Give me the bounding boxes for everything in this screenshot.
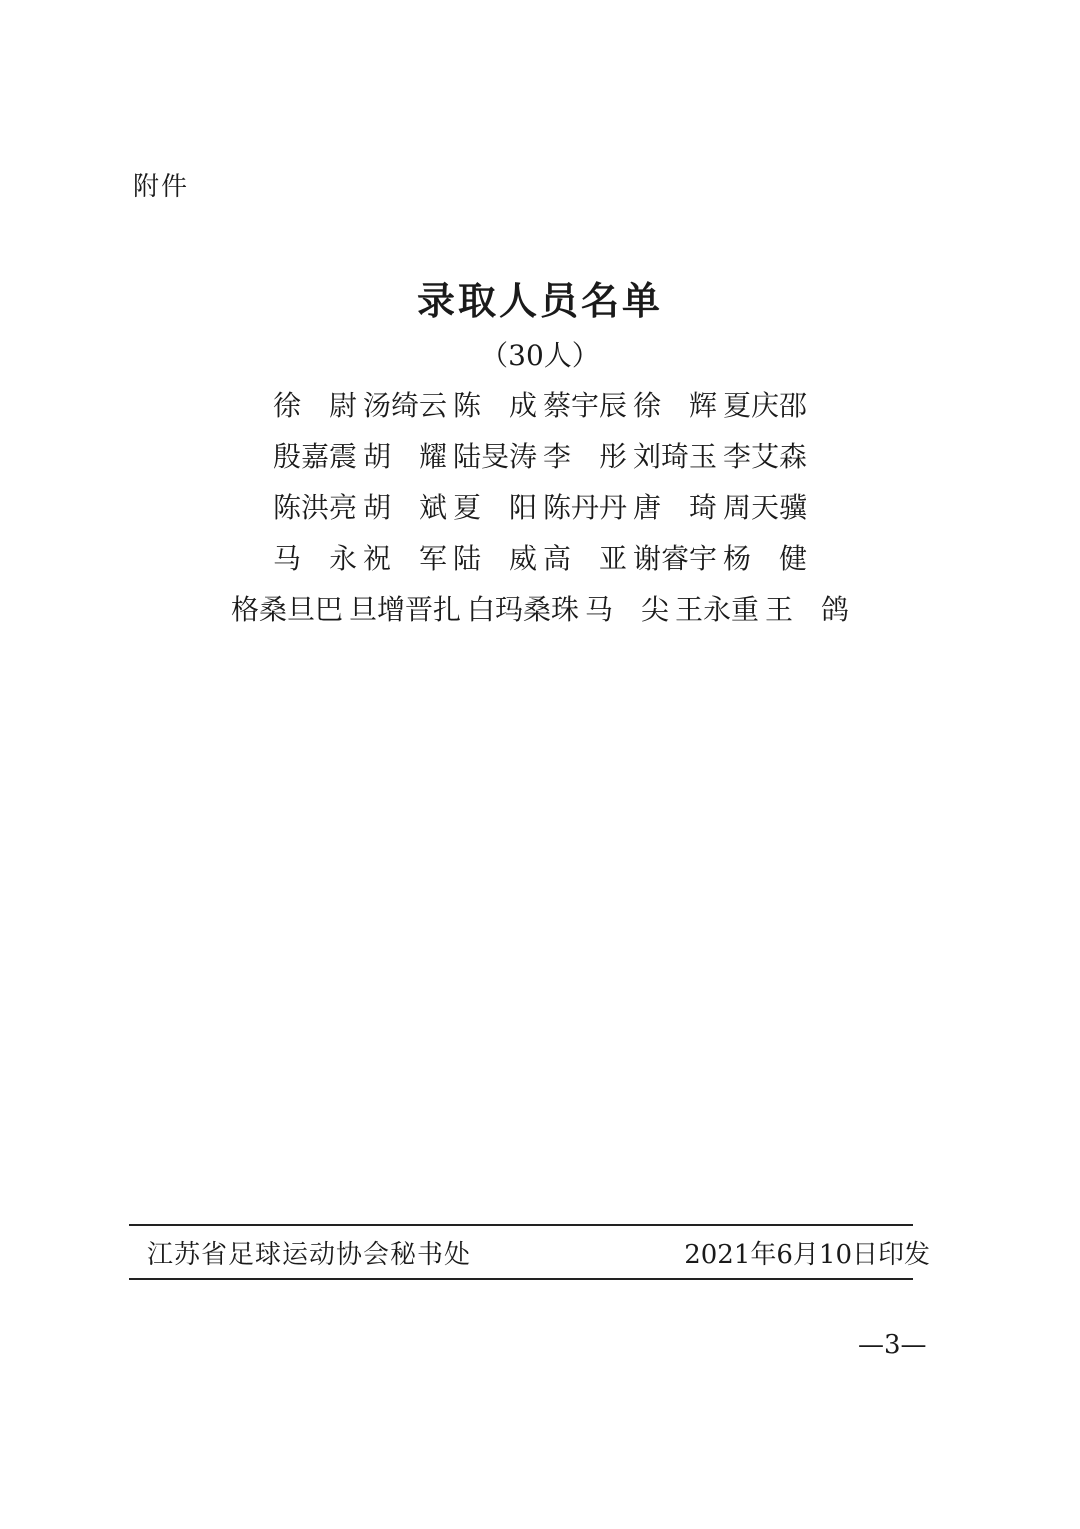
issuing-organization: 江苏省足球运动协会秘书处	[147, 1240, 472, 1270]
person-name: 谢睿宇	[633, 541, 718, 575]
person-name: 李艾森	[723, 439, 808, 473]
person-name: 旦增晋扎	[348, 592, 461, 626]
person-name: 汤绮云	[362, 388, 447, 422]
person-name: 陆 威	[452, 541, 537, 575]
person-name: 陈丹丹	[543, 490, 628, 524]
person-name: 祝 军	[362, 541, 447, 575]
name-row	[0, 429, 1080, 480]
person-name: 李 彤	[543, 439, 628, 473]
person-name: 陈洪亮	[272, 490, 357, 524]
person-name: 刘琦玉	[633, 439, 718, 473]
person-name: 徐 尉	[272, 388, 357, 422]
person-name: 蔡宇辰	[543, 388, 628, 422]
name-row	[0, 480, 1080, 531]
person-name: 格桑旦巴	[230, 592, 343, 626]
name-list	[0, 378, 1080, 633]
admitted-count: （30人）	[480, 339, 600, 372]
person-name: 马 尖	[585, 592, 670, 626]
person-name: 殷嘉震	[272, 439, 357, 473]
person-name: 高 亚	[543, 541, 628, 575]
person-name: 胡 耀	[362, 439, 447, 473]
person-name: 王 鸽	[765, 592, 850, 626]
attachment-label: 附件	[133, 172, 190, 202]
person-name: 周天骥	[723, 490, 808, 524]
person-name: 马 永	[272, 541, 357, 575]
person-name: 夏庆邵	[723, 388, 808, 422]
issue-date: 2021年6月10日印发	[684, 1240, 930, 1270]
person-name: 徐 辉	[633, 388, 718, 422]
person-name: 夏 阳	[452, 490, 537, 524]
person-name: 王永重	[675, 592, 760, 626]
name-row	[0, 378, 1080, 429]
person-name: 白玛桑珠	[466, 592, 579, 626]
person-name: 杨 健	[723, 541, 808, 575]
document-title: 录取人员名单	[416, 278, 663, 323]
name-row	[0, 582, 1080, 633]
page-number: —3—	[858, 1330, 927, 1360]
name-row	[0, 531, 1080, 582]
footer-top-rule	[129, 1224, 913, 1226]
person-name: 唐 琦	[633, 490, 718, 524]
footer-bottom-rule	[129, 1278, 913, 1280]
person-name: 胡 斌	[362, 490, 447, 524]
person-name: 陈 成	[452, 388, 537, 422]
person-name: 陆旻涛	[452, 439, 537, 473]
